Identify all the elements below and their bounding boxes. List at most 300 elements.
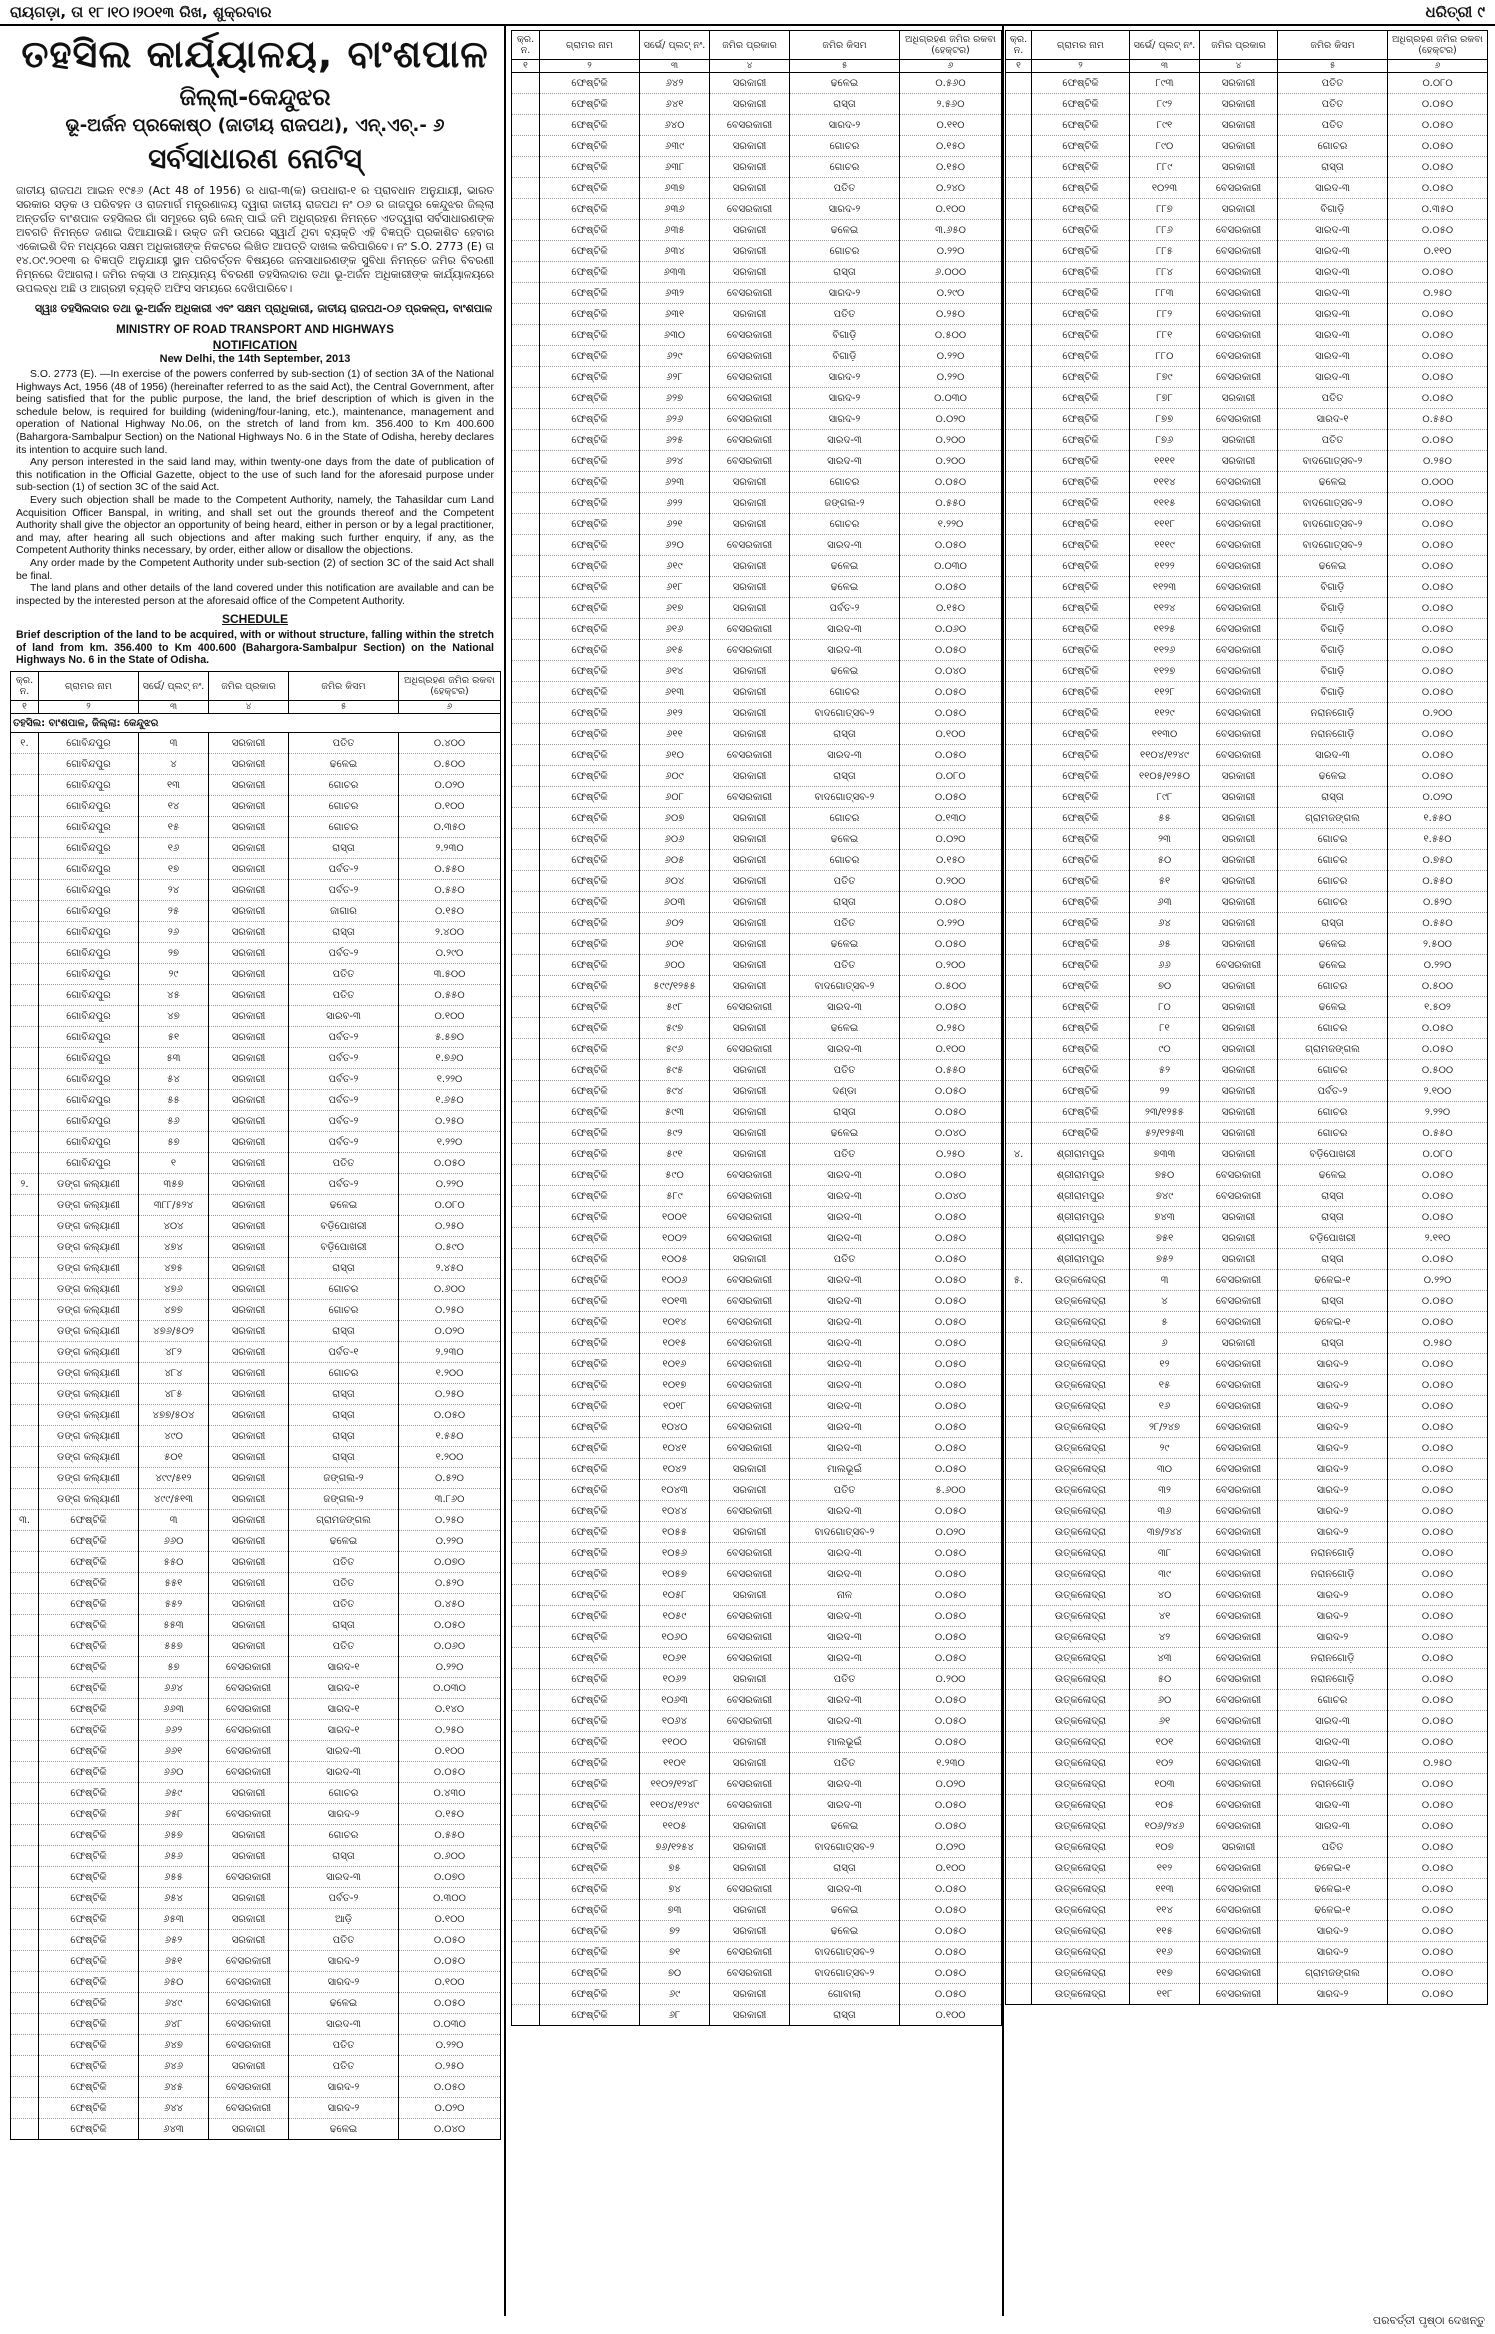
village-cell: ଫେଷ୍ଟିକି (540, 472, 640, 493)
plot-cell: ୩୭/୨୪୪ (1130, 1522, 1200, 1543)
area-cell: ୦.୨୫୦ (1388, 1333, 1488, 1354)
land-type-cell: ସରକାରୀ (1200, 430, 1278, 451)
area-cell: ୦.୦୫୦ (399, 1993, 501, 2014)
land-type-cell: ବେସରକାରୀ (710, 1795, 790, 1816)
serial-cell (11, 943, 39, 964)
village-cell: ଫେଷ୍ଟିକି (1032, 1039, 1130, 1060)
plot-cell: ୩ (1130, 1270, 1200, 1291)
table-row (512, 472, 1002, 493)
land-type-cell: ସରକାରୀ (1200, 934, 1278, 955)
table-row (1006, 829, 1488, 850)
village-cell: ଫେଷ୍ଟିକି (540, 73, 640, 94)
land-type-cell: ସରକାରୀ (1200, 850, 1278, 871)
table-row (512, 598, 1002, 619)
village-cell: ଗୋବିନ୍ଦପୁର (39, 859, 139, 880)
plot-cell: ୧୦୧୮ (640, 1396, 710, 1417)
area-cell: ୦.୫୫୦ (399, 985, 501, 1006)
serial-cell (512, 1228, 540, 1249)
plot-cell: ୫୦ (1130, 850, 1200, 871)
village-cell: ଉତ୍କଳୋଦ୍ରା (1032, 1522, 1130, 1543)
land-class-cell: ସାରଦ-୩ (1278, 220, 1388, 241)
land-type-cell: ସରକାରୀ (710, 262, 790, 283)
land-type-cell: ସରକାରୀ (1200, 787, 1278, 808)
village-cell: ଫେଷ୍ଟିକି (1032, 94, 1130, 115)
village-cell: ଫେଷ୍ଟିକି (540, 682, 640, 703)
serial-cell (512, 157, 540, 178)
plot-cell: ୭୦ (640, 1963, 710, 1984)
table-row (1006, 1018, 1488, 1039)
table-row (11, 901, 501, 922)
land-class-cell: ରାସ୍ତା (790, 724, 900, 745)
table-row (1006, 1627, 1488, 1648)
land-type-cell: ବେସରକାରୀ (1200, 619, 1278, 640)
serial-cell (512, 367, 540, 388)
land-type-cell: ସରକାରୀ (1200, 451, 1278, 472)
land-class-cell: ପତିତ (790, 871, 900, 892)
plot-cell: ୧୦୧ (1130, 1732, 1200, 1753)
land-type-cell: ବେସରକାରୀ (209, 1657, 289, 1678)
area-cell: ୦.୫୫୦ (1388, 1123, 1488, 1144)
land-type-cell: ସରକାରୀ (710, 766, 790, 787)
plot-cell: ୬୩୧ (640, 304, 710, 325)
serial-cell (1006, 1228, 1032, 1249)
table-row (1006, 1732, 1488, 1753)
land-class-cell: ସାରଦ-୩ (1278, 283, 1388, 304)
plot-cell: ୧୦୪୩ (640, 1480, 710, 1501)
village-cell: ଉତ୍କଳୋଦ୍ରା (1032, 1774, 1130, 1795)
table-row (512, 1480, 1002, 1501)
land-class-cell: ସାରଦ-୩ (790, 1711, 900, 1732)
land-type-cell: ବେସରକାରୀ (1200, 1921, 1278, 1942)
village-cell: ଗୋବିନ୍ଦପୁର (39, 1153, 139, 1174)
table-row (1006, 1837, 1488, 1858)
serial-cell (1006, 1081, 1032, 1102)
land-class-cell: ବଡ଼ିପୋଖରୀ (289, 1216, 399, 1237)
land-type-cell: ବେସରକାରୀ (1200, 1648, 1278, 1669)
table-row (512, 1690, 1002, 1711)
land-type-cell: ସରକାରୀ (710, 220, 790, 241)
area-cell: ୦.୦୫୦ (399, 1615, 501, 1636)
serial-cell: ୩. (11, 1510, 39, 1531)
serial-cell (1006, 1459, 1032, 1480)
area-cell: ୫.୬୦୦ (900, 1480, 1002, 1501)
village-cell: ଫେଷ୍ଟିକି (39, 1867, 139, 1888)
table-row (11, 985, 501, 1006)
village-cell: ଫେଷ୍ଟିକି (39, 1783, 139, 1804)
table-row (11, 1594, 501, 1615)
land-class-cell: ସାରଦ-୨ (1278, 1480, 1388, 1501)
land-class-cell: ଗୋଚର (289, 1363, 399, 1384)
area-cell: ୦.୦୫୦ (900, 1984, 1002, 2005)
land-type-cell: ସରକାରୀ (209, 1300, 289, 1321)
area-cell: ୦.୦୫୦ (1388, 619, 1488, 640)
serial-cell (11, 1048, 39, 1069)
serial-cell (1006, 577, 1032, 598)
land-type-cell: ବେସରକାରୀ (710, 1564, 790, 1585)
land-class-cell: ଗ୍ରାମଜଙ୍ଗଲ (1278, 1963, 1388, 1984)
area-cell: ୦.୦୫୦ (1388, 1039, 1488, 1060)
area-cell: ୦.୫୫୦ (399, 859, 501, 880)
serial-cell (512, 976, 540, 997)
village-cell: ଫେଷ୍ଟିକି (540, 1123, 640, 1144)
area-cell: ୦.୫୨୦ (399, 1468, 501, 1489)
area-cell: ୦.୦୬୦ (399, 1636, 501, 1657)
plot-cell: ୬୨୮ (640, 367, 710, 388)
village-cell: ଫେଷ୍ଟିକି (1032, 409, 1130, 430)
table-row (1006, 1606, 1488, 1627)
area-cell: ୦.୦୫୦ (900, 640, 1002, 661)
land-type-cell: ସରକାରୀ (710, 1144, 790, 1165)
plot-cell: ୫୫୨ (139, 1594, 209, 1615)
table-row (11, 880, 501, 901)
village-cell: ଫେଷ୍ଟିକି (540, 430, 640, 451)
plot-cell: ୪୦ (1130, 1585, 1200, 1606)
area-cell: ୦.୦୫୦ (1388, 1690, 1488, 1711)
table-row (512, 1627, 1002, 1648)
area-cell: ୦.୦୪୦ (399, 2119, 501, 2140)
land-type-cell: ବେସରକାରୀ (1200, 514, 1278, 535)
table-row (11, 1279, 501, 1300)
village-cell: ଫେଷ୍ଟିକି (39, 1573, 139, 1594)
serial-cell (1006, 304, 1032, 325)
plot-cell: ୬୬୨ (139, 1720, 209, 1741)
village-cell: ଫେଷ୍ଟିକି (540, 388, 640, 409)
plot-cell: ୧୦୧୭ (640, 1375, 710, 1396)
serial-cell (512, 73, 540, 94)
plot-cell: ୧୧୦୪/୧୨୪୯ (1130, 745, 1200, 766)
area-cell: ୦.୦୫୦ (399, 1153, 501, 1174)
land-type-cell: ବେସରକାରୀ (710, 367, 790, 388)
land-type-cell: ସରକାରୀ (209, 880, 289, 901)
village-cell: ଫେଷ୍ଟିକି (540, 283, 640, 304)
table-row (512, 325, 1002, 346)
land-class-cell: ଗୋଚର (790, 241, 900, 262)
table-row (512, 283, 1002, 304)
column-number: ୪ (1200, 60, 1278, 73)
land-class-cell: ଗୋବାଲା (790, 1984, 900, 2005)
land-type-cell: ସରକାରୀ (209, 1405, 289, 1426)
serial-cell (1006, 850, 1032, 871)
area-cell: ୦.୦୫୦ (900, 1396, 1002, 1417)
land-type-cell: ବେସରକାରୀ (1200, 1396, 1278, 1417)
serial-cell (1006, 556, 1032, 577)
serial-cell (512, 871, 540, 892)
village-cell: ଫେଷ୍ଟିକି (540, 1144, 640, 1165)
table-row (512, 955, 1002, 976)
page-header (0, 0, 1495, 26)
table-row (11, 1342, 501, 1363)
village-cell: ଫେଷ୍ଟିକି (1032, 178, 1130, 199)
land-type-cell: ବେସରକାରୀ (710, 619, 790, 640)
village-cell: ଫେଷ୍ଟିକି (39, 1741, 139, 1762)
plot-cell: ୪୨ (1130, 1627, 1200, 1648)
land-type-cell: ବେସରକାରୀ (1200, 1858, 1278, 1879)
table-row (1006, 1249, 1488, 1270)
serial-cell (11, 964, 39, 985)
area-cell: ୧.୨୨୦ (399, 1132, 501, 1153)
table-row (512, 1774, 1002, 1795)
land-class-cell: ଢଳେଇ (790, 556, 900, 577)
serial-cell (512, 1858, 540, 1879)
area-cell: ୦.୦୫୦ (900, 1606, 1002, 1627)
village-cell: ଉତ୍କଳୋଦ୍ରା (1032, 1858, 1130, 1879)
table-row (1006, 409, 1488, 430)
plot-cell: ୭୩୩ (1130, 1144, 1200, 1165)
area-cell: ୦.୦୫୦ (1388, 640, 1488, 661)
serial-cell (11, 1363, 39, 1384)
table-row (11, 796, 501, 817)
table-row (512, 1669, 1002, 1690)
village-cell: ଫେଷ୍ଟିକି (540, 1270, 640, 1291)
table-row (1006, 1438, 1488, 1459)
village-cell: ଫେଷ୍ଟିକି (540, 1438, 640, 1459)
village-cell: ଫେଷ୍ଟିକି (540, 514, 640, 535)
village-cell: ଫେଷ୍ଟିକି (1032, 598, 1130, 619)
land-type-cell: ବେସରକାରୀ (1200, 262, 1278, 283)
land-class-cell: ସାରଦ-୩ (1278, 262, 1388, 283)
land-type-cell: ସରକାରୀ (710, 2005, 790, 2026)
plot-cell: ୧୧୧୪ (1130, 472, 1200, 493)
table-row (512, 640, 1002, 661)
plot-cell: ୭୩ (640, 1900, 710, 1921)
village-cell: ଉତ୍କଳୋଦ୍ରା (1032, 1753, 1130, 1774)
area-cell: ୦.୦୦୦ (1388, 472, 1488, 493)
serial-cell (512, 1795, 540, 1816)
land-class-cell: ନରାନଗୋଡ଼ି (1278, 724, 1388, 745)
land-class-cell: ସାରଦ-୨ (289, 1972, 399, 1993)
serial-cell (512, 1879, 540, 1900)
table-row (11, 1405, 501, 1426)
land-class-cell: ବିଗାଡ଼ି (790, 346, 900, 367)
serial-cell (512, 1459, 540, 1480)
serial-cell (512, 1165, 540, 1186)
column-header: କ୍ର. ନ. (512, 31, 540, 60)
land-type-cell: ବେସରକାରୀ (1200, 1627, 1278, 1648)
plot-cell: ୧୧୩ (1130, 1879, 1200, 1900)
plot-cell: ୧୦୩ (1130, 1774, 1200, 1795)
area-cell: ୦.୦୫୦ (900, 892, 1002, 913)
table-row (512, 556, 1002, 577)
serial-cell (512, 808, 540, 829)
land-type-cell: ସରକାରୀ (710, 976, 790, 997)
land-type-cell: ବେସରକାରୀ (1200, 1942, 1278, 1963)
area-cell: ୦.୨୫୦ (900, 304, 1002, 325)
table-row (1006, 1354, 1488, 1375)
land-type-cell: ସରକାରୀ (710, 1459, 790, 1480)
table-row (1006, 1711, 1488, 1732)
village-cell: ଗୋବିନ୍ଦପୁର (39, 1027, 139, 1048)
serial-cell (512, 1963, 540, 1984)
land-type-cell: ବେସରକାରୀ (1200, 1165, 1278, 1186)
land-class-cell: ଗୋଚର (1278, 136, 1388, 157)
serial-cell (512, 94, 540, 115)
table-row (512, 766, 1002, 787)
column-header: ଜମିର କିସମ (1278, 31, 1388, 60)
area-cell: ୦.୦୫୦ (1388, 178, 1488, 199)
table-row (11, 2014, 501, 2035)
serial-cell (1006, 619, 1032, 640)
plot-cell: ୬୦୧ (640, 934, 710, 955)
serial-cell (1006, 1711, 1032, 1732)
land-class-cell: ଢଳେଇ (790, 1018, 900, 1039)
village-cell: ଫେଷ୍ଟିକି (39, 1636, 139, 1657)
serial-cell (1006, 871, 1032, 892)
english-paragraph: S.O. 2773 (E). —In exercise of the powers conferred by sub-section (1) of section 3A of the National Highways Act, 1956 (48 of 1956) (hereinafter referred to as the said Act), the Central Government, after being satisfied that for the public purpose, the land, the brief description of which is given in the schedule below, is required for building (widening/four-laning, etc.), maintenance, management and operation of National Highway No.06, on the stretch of land from km. 356.400 to Km 400.600 (Bahargora-Sambalpur Section) on the National Highways No. 6 in the State of Odisha, hereby declares its intention to acquire such land. (16, 369, 494, 456)
serial-cell (512, 1039, 540, 1060)
area-cell: ୦.୧୦୦ (900, 199, 1002, 220)
village-cell: ଉତ୍କଳୋଦ୍ରା (1032, 1669, 1130, 1690)
land-class-cell: ଗ୍ରାମଜଙ୍ଗଲ (289, 1510, 399, 1531)
area-cell: ୦.୨୫୦ (399, 1216, 501, 1237)
serial-cell (11, 796, 39, 817)
land-type-cell: ବେସରକାରୀ (710, 1207, 790, 1228)
area-cell: ୦.୦୫୦ (1388, 1522, 1488, 1543)
land-type-cell: ସରକାରୀ (209, 1006, 289, 1027)
serial-cell (1006, 1606, 1032, 1627)
serial-cell (512, 577, 540, 598)
area-cell: ୦.୦୫୦ (1388, 94, 1488, 115)
plot-cell: ୬୩୦ (640, 325, 710, 346)
land-class-cell: ପର୍ବତ-୨ (289, 859, 399, 880)
table-row (512, 1732, 1002, 1753)
serial-cell (11, 1804, 39, 1825)
area-cell: ୦.୦୫୦ (1388, 115, 1488, 136)
area-cell: ୦.୦୫୦ (900, 1648, 1002, 1669)
land-type-cell: ସରକାରୀ (209, 817, 289, 838)
table-row (512, 724, 1002, 745)
table-row (11, 2077, 501, 2098)
table-row (1006, 388, 1488, 409)
land-class-cell: ପର୍ବତ-୨ (289, 1069, 399, 1090)
table-row (512, 1711, 1002, 1732)
area-cell: ୦.୦୫୦ (900, 1312, 1002, 1333)
land-class-cell: ବାଦଗୋତ୍ସବ-୨ (790, 703, 900, 724)
land-type-cell: ବେସରକାରୀ (209, 1972, 289, 1993)
land-class-cell: ପର୍ବତ-୨ (289, 1132, 399, 1153)
village-cell: ଫେଷ୍ଟିକି (1032, 136, 1130, 157)
land-type-cell: ବେସରକାରୀ (1200, 1732, 1278, 1753)
area-cell: ୦.୩୦୦ (399, 1888, 501, 1909)
area-cell: ୦.୦୫୦ (900, 1564, 1002, 1585)
plot-cell: ୮୯୨ (1130, 94, 1200, 115)
serial-cell (512, 1375, 540, 1396)
land-class-cell: ବାଦଗୋତ୍ସବ-୨ (790, 1837, 900, 1858)
plot-cell: ୫୫୦ (139, 1552, 209, 1573)
village-cell: ଫେଷ୍ଟିକି (540, 1984, 640, 2005)
land-type-cell: ବେସରକାରୀ (1200, 472, 1278, 493)
column-header: ସର୍ଭେ/ ପ୍ଲଟ୍ ନଂ. (1130, 31, 1200, 60)
plot-cell: ୬୪୫ (139, 2077, 209, 2098)
land-type-cell: ସରକାରୀ (209, 2056, 289, 2077)
area-cell: ୦.୦୪୦ (900, 1123, 1002, 1144)
project-title: ଭୂ-ଅର୍ଜନ ପ୍ରକୋଷ୍ଠ (ଜାତୀୟ ରାଜପଥ), ଏନ୍.ଏଚ୍.- ୬ (65, 115, 445, 136)
table-row (11, 1510, 501, 1531)
land-type-cell: ସରକାରୀ (710, 682, 790, 703)
land-class-cell: ସାରଦ-୩ (790, 535, 900, 556)
land-class-cell: ପତିତ (790, 178, 900, 199)
table-row (11, 1090, 501, 1111)
area-cell: ୧.୬୫୦ (399, 1090, 501, 1111)
land-class-cell: ସାରଦ-୩ (790, 997, 900, 1018)
area-cell: ୦.୦୫୦ (1388, 1417, 1488, 1438)
land-class-cell: ରାସ୍ତା (289, 838, 399, 859)
land-class-cell: ବାଦଗୋତ୍ସବ-୨ (1278, 514, 1388, 535)
village-cell: ଫେଷ୍ଟିକି (540, 1627, 640, 1648)
area-cell: ୦.୨୨୦ (900, 913, 1002, 934)
area-cell: ୦.୦୮୦ (900, 766, 1002, 787)
land-type-cell: ସରକାରୀ (710, 1816, 790, 1837)
area-cell: ୦.୨୨୦ (399, 2035, 501, 2056)
village-cell: ଡଙ୍ଗ କଲ୍ୟାଣୀ (39, 1468, 139, 1489)
plot-cell: ୧୦୬୦ (640, 1627, 710, 1648)
plot-cell: ୬୫୬ (139, 1846, 209, 1867)
area-cell: ୦.୦୫୦ (1388, 493, 1488, 514)
land-class-cell: ପତିତ (1278, 1837, 1388, 1858)
village-cell: ଫେଷ୍ଟିକି (39, 2056, 139, 2077)
table-row (512, 367, 1002, 388)
land-class-cell: ସାରଦ-୧ (289, 1699, 399, 1720)
village-cell: ଫେଷ୍ଟିକି (540, 1249, 640, 1270)
table-row (1006, 136, 1488, 157)
plot-cell: ୪୭୪ (139, 1237, 209, 1258)
village-cell: ଫେଷ୍ଟିକି (1032, 1081, 1130, 1102)
village-cell: ଫେଷ୍ଟିକି (1032, 808, 1130, 829)
land-type-cell: ବେସରକାରୀ (209, 2014, 289, 2035)
table-row (1006, 367, 1488, 388)
area-cell: ୦.୨୦୦ (900, 430, 1002, 451)
area-cell: ୦.୦୫୦ (900, 1900, 1002, 1921)
plot-cell: ୬୯ (640, 1984, 710, 2005)
village-cell: ଶ୍ରୀରାମପୁର (1032, 1228, 1130, 1249)
area-cell: ୨.୪୫୦ (399, 1258, 501, 1279)
serial-cell (1006, 1879, 1032, 1900)
column-number: ୨ (540, 60, 640, 73)
land-type-cell: ସରକାରୀ (209, 1510, 289, 1531)
area-cell: ୦.୫୬୦ (900, 73, 1002, 94)
plot-cell: ୬୦୩ (640, 892, 710, 913)
area-cell: ୦.୦୨୦ (399, 2098, 501, 2119)
table-row (11, 775, 501, 796)
serial-cell (1006, 241, 1032, 262)
plot-cell: ୫୪ (139, 1069, 209, 1090)
serial-cell (11, 2056, 39, 2077)
land-type-cell: ବେସରକାରୀ (1200, 241, 1278, 262)
land-class-cell: ରାସ୍ତା (1278, 1291, 1388, 1312)
land-type-cell: ବେସରକାରୀ (1200, 220, 1278, 241)
land-type-cell: ସରକାରୀ (209, 1615, 289, 1636)
land-class-cell: ସାରଦ-୨ (1278, 1501, 1388, 1522)
plot-cell: ୫୦୧ (139, 1447, 209, 1468)
land-type-cell: ସରକାରୀ (209, 1447, 289, 1468)
plot-cell: ୬ (1130, 1333, 1200, 1354)
table-row (1006, 430, 1488, 451)
area-cell: ୦.୦୫୦ (900, 1438, 1002, 1459)
table-row (512, 1984, 1002, 2005)
land-type-cell: ବେସରକାରୀ (1200, 1669, 1278, 1690)
land-class-cell: ଗୋଚର (289, 775, 399, 796)
serial-cell (512, 619, 540, 640)
table-row (1006, 1396, 1488, 1417)
serial-cell (1006, 388, 1032, 409)
land-type-cell: ବେସରକାରୀ (1200, 1186, 1278, 1207)
land-class-cell: ରାସ୍ତା (790, 1858, 900, 1879)
plot-cell: ୬୦୨ (640, 913, 710, 934)
land-type-cell: ସରକାରୀ (710, 304, 790, 325)
serial-cell (1006, 409, 1032, 430)
land-type-cell: ବେସରକାରୀ (710, 640, 790, 661)
land-class-cell: ସାରଦ-୩ (1278, 1711, 1388, 1732)
serial-cell (11, 754, 39, 775)
